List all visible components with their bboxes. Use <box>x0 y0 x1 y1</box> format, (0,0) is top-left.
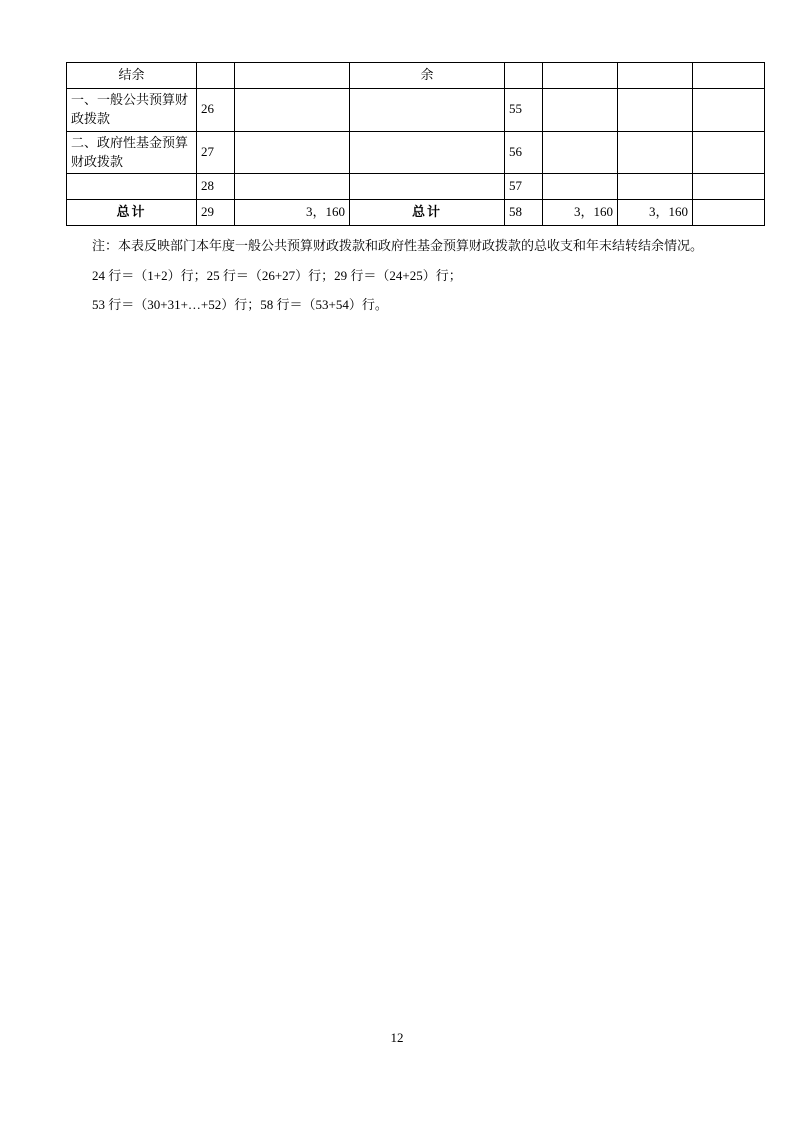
row-value-3: 3，160 <box>618 200 693 226</box>
row-value-2: 3，160 <box>543 200 618 226</box>
row-value-4 <box>693 200 765 226</box>
row-code-left: 26 <box>197 89 235 132</box>
row-label: 一、一般公共预算财政拨款 <box>67 89 197 132</box>
table-row <box>67 63 765 89</box>
row-value-2 <box>543 63 618 89</box>
budget-table-container <box>66 62 728 226</box>
row-code-left: 28 <box>197 174 235 200</box>
row-value-3 <box>618 174 693 200</box>
row-value-3 <box>618 131 693 174</box>
row-code-left <box>197 63 235 89</box>
row-code-right: 55 <box>505 89 543 132</box>
page-number: 12 <box>390 1030 404 1045</box>
row-code-right: 57 <box>505 174 543 200</box>
row-label: 总计 <box>67 200 197 226</box>
row-value-2 <box>543 174 618 200</box>
note-line-1: 注：本表反映部门本年度一般公共预算财政拨款和政府性基金预算财政拨款的总收支和年末结转结余情况。 <box>92 238 704 253</box>
budget-table <box>66 62 765 226</box>
row-label: 结余 <box>67 63 197 89</box>
row-value-2 <box>543 89 618 132</box>
row-code-right: 56 <box>505 131 543 174</box>
table-row-total <box>67 200 765 226</box>
row-label-right: 余 <box>350 63 505 89</box>
row-value-3 <box>618 63 693 89</box>
row-code-left: 27 <box>197 131 235 174</box>
row-value-1 <box>235 89 350 132</box>
row-label-right <box>350 131 505 174</box>
table-row <box>67 174 765 200</box>
row-label-right <box>350 89 505 132</box>
row-value-4 <box>693 174 765 200</box>
row-code-right: 58 <box>505 200 543 226</box>
row-code-right <box>505 63 543 89</box>
row-value-2 <box>543 131 618 174</box>
row-value-4 <box>693 89 765 132</box>
row-value-1 <box>235 63 350 89</box>
row-value-4 <box>693 63 765 89</box>
row-label-right: 总计 <box>350 200 505 226</box>
table-row <box>67 89 765 132</box>
row-value-1: 3，160 <box>235 200 350 226</box>
row-code-left: 29 <box>197 200 235 226</box>
table-notes <box>66 236 736 325</box>
row-value-3 <box>618 89 693 132</box>
row-label: 二、政府性基金预算财政拨款 <box>67 131 197 174</box>
note-line-3: 53 行＝（30+31+…+52）行；58 行＝（53+54）行。 <box>92 297 388 312</box>
row-value-4 <box>693 131 765 174</box>
row-value-1 <box>235 131 350 174</box>
table-row <box>67 131 765 174</box>
row-label-right <box>350 174 505 200</box>
row-value-1 <box>235 174 350 200</box>
row-label <box>67 174 197 200</box>
note-line-2: 24 行＝（1+2）行；25 行＝（26+27）行；29 行＝（24+25）行； <box>92 267 462 283</box>
